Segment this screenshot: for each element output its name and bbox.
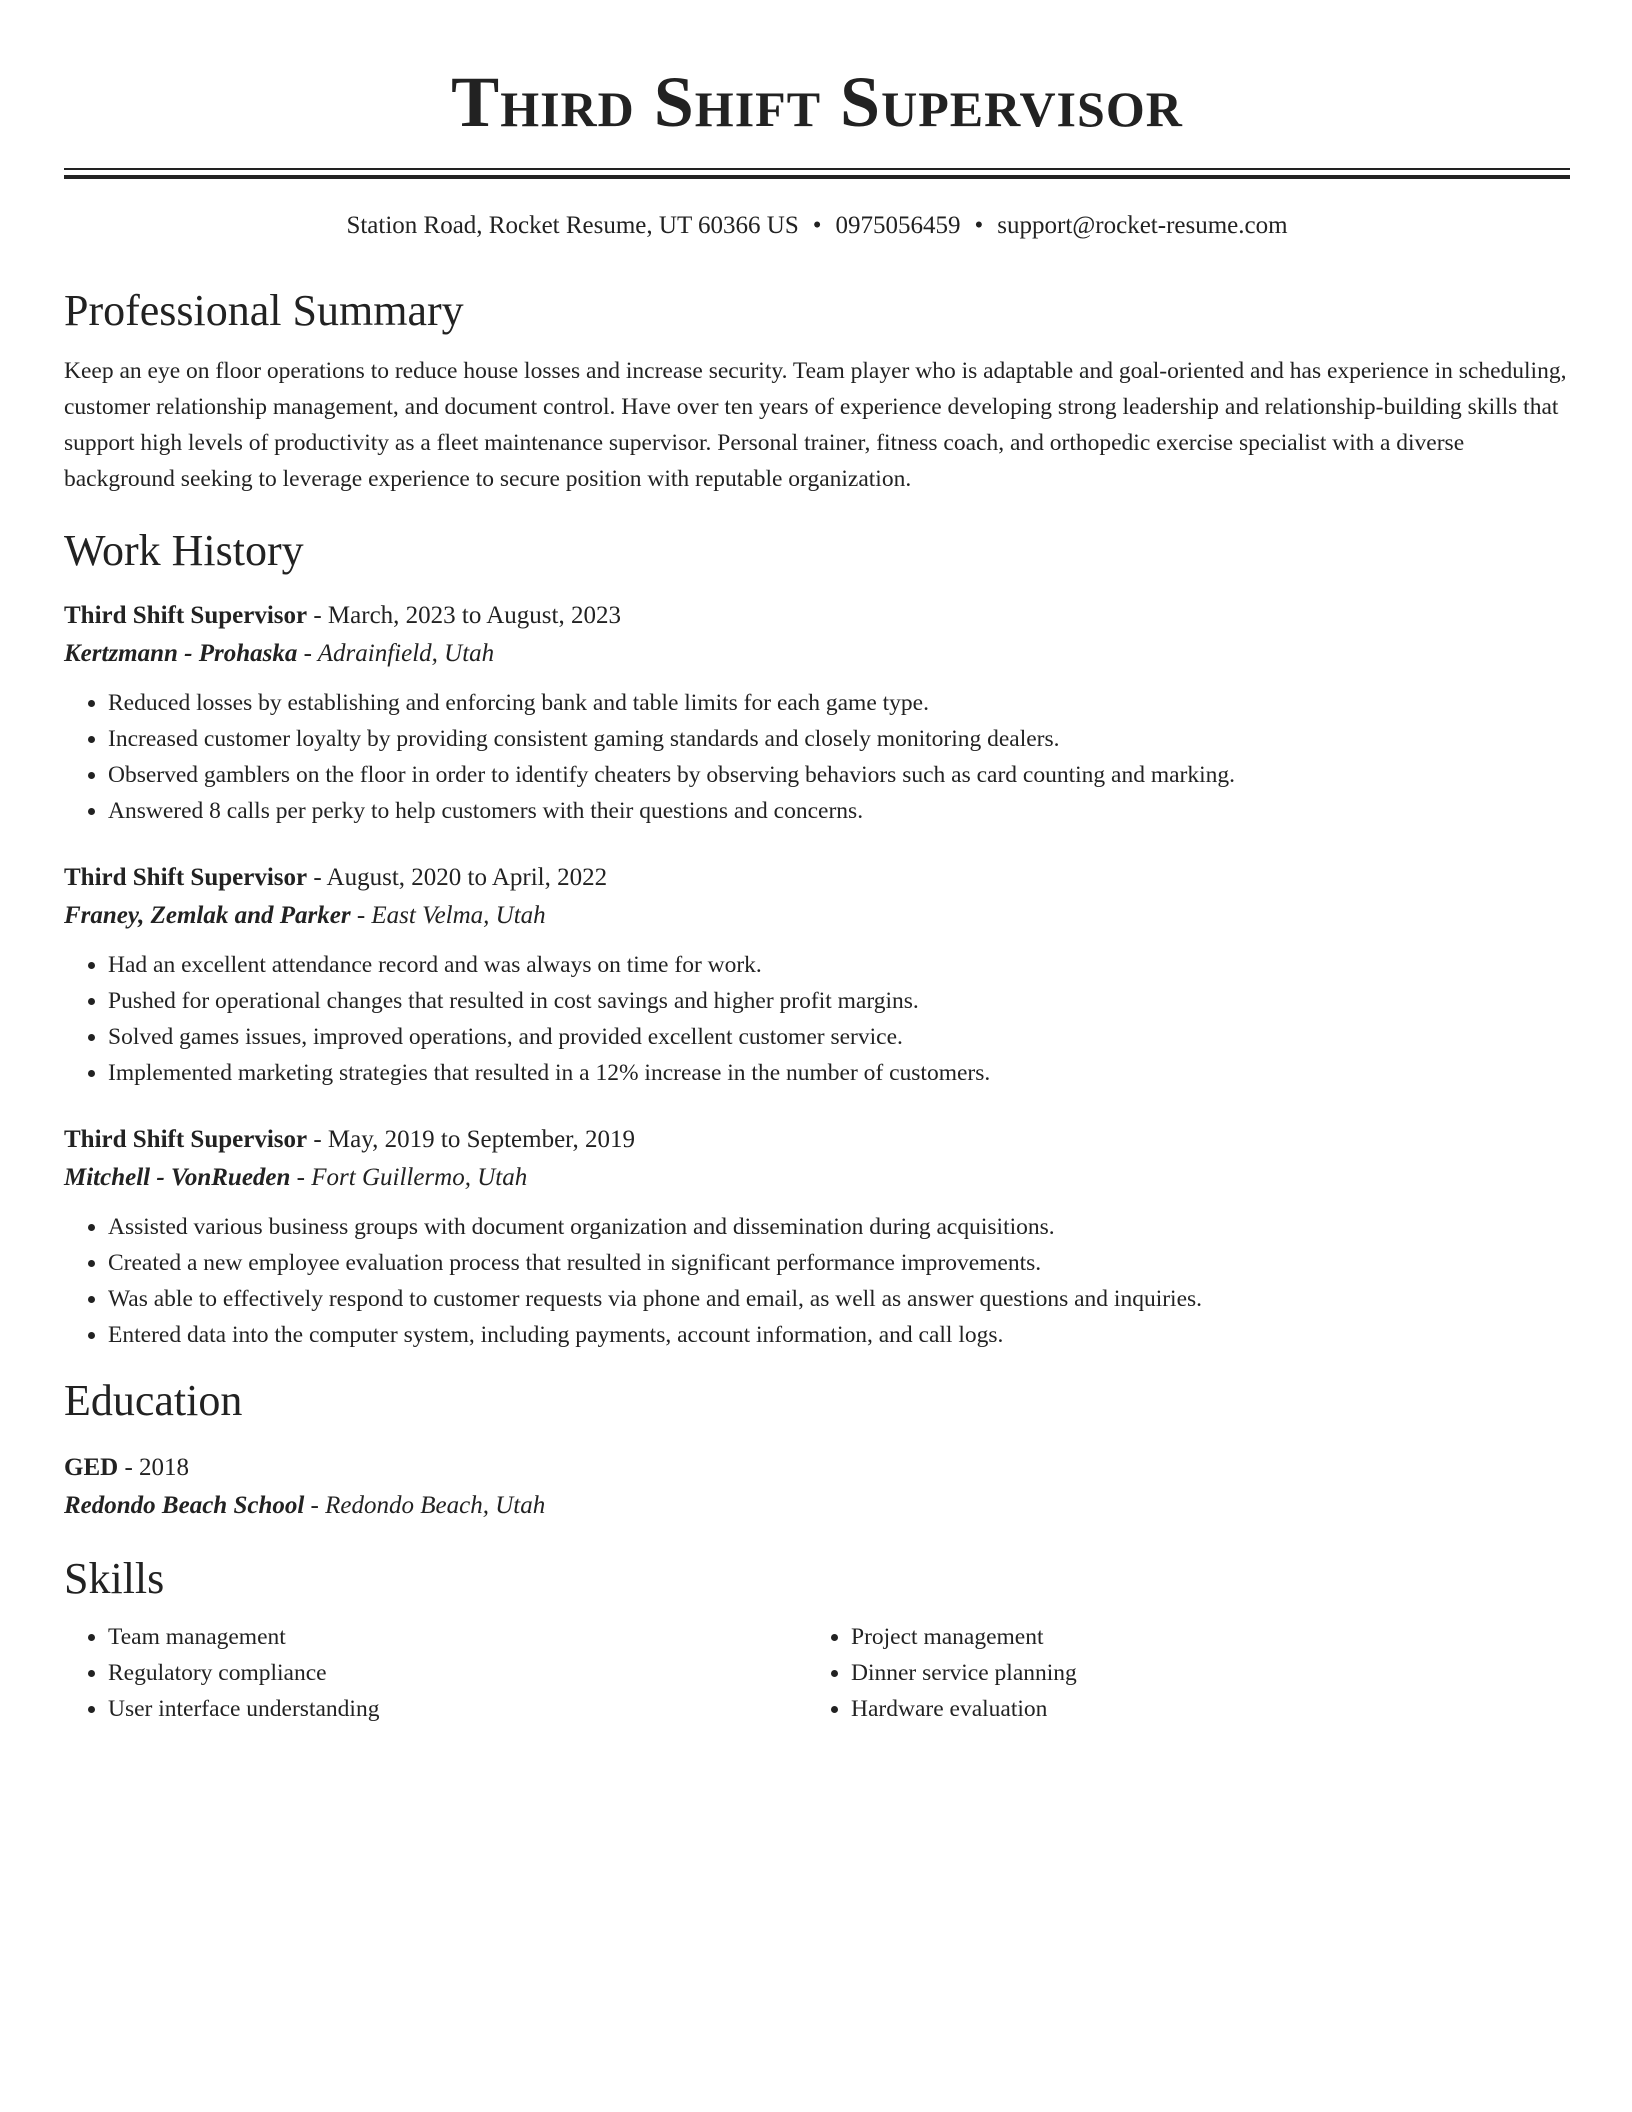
job-title-line — [64, 859, 1570, 897]
contact-phone: 0975056459 — [835, 212, 961, 239]
skills-section — [64, 1553, 1570, 1727]
work-history-section — [64, 525, 1570, 1353]
school-location: - Redondo Beach, Utah — [304, 1492, 546, 1519]
skills-heading: Skills — [64, 1554, 165, 1603]
contact-line — [64, 209, 1570, 243]
degree-line — [64, 1449, 1570, 1487]
job-bullets — [64, 685, 1570, 829]
job-bullet: • Increased customer loyalty by providing consistent gaming standards and closely monitoring dealers. — [108, 721, 1570, 757]
summary-text: Keep an eye on floor operations to reduce house losses and increase security. Team player who is adaptable and goal-oriented and has experience in scheduling, customer relationship management, and document control. Have over ten years of experience developing strong leadership and relationship-building skills that support high levels of productivity as a fleet maintenance supervisor. Personal trainer, fitness coach, and orthopedic exercise specialist with a diverse background seeking to leverage experience to secure position with reputable organization. — [64, 358, 1567, 492]
job-entry — [64, 1121, 1570, 1353]
contact-separator: • — [812, 212, 822, 239]
employer-name: Franey, Zemlak and Parker — [64, 902, 351, 929]
resume-page — [64, 0, 1570, 1727]
school-name: Redondo Beach School — [64, 1492, 305, 1519]
job-title: Third Shift Supervisor — [64, 1126, 308, 1153]
employer-name: Mitchell - VonRueden — [64, 1164, 291, 1191]
employer-location: - East Velma, Utah — [350, 902, 546, 929]
skills-list-left — [64, 1619, 807, 1727]
job-title: Third Shift Supervisor — [64, 864, 308, 891]
job-bullet: • Observed gamblers on the floor in order to identify cheaters by observing behaviors such as card counting and marking. — [108, 757, 1570, 793]
skill-item: • Dinner service planning — [851, 1655, 1550, 1691]
employer-line — [64, 635, 1570, 673]
contact-address: Station Road, Rocket Resume, UT 60366 US — [346, 212, 799, 239]
header-divider — [64, 168, 1570, 179]
job-bullets — [64, 1209, 1570, 1353]
job-bullet: • Assisted various business groups with document organization and dissemination during acquisitions. — [108, 1209, 1570, 1245]
employer-location: - Fort Guillermo, Utah — [290, 1164, 528, 1191]
summary-heading: Professional Summary — [64, 286, 464, 335]
job-bullet: • Created a new employee evaluation process that resulted in significant performance improvements. — [108, 1245, 1570, 1281]
education-section — [64, 1375, 1570, 1525]
job-bullet: • Reduced losses by establishing and enforcing bank and table limits for each game type. — [108, 685, 1570, 721]
employer-line — [64, 1159, 1570, 1197]
job-bullet: • Answered 8 calls per perky to help customers with their questions and concerns. — [108, 793, 1570, 829]
summary-section — [64, 285, 1570, 497]
skills-list-right — [807, 1619, 1550, 1727]
job-entry — [64, 859, 1570, 1091]
degree-year: - 2018 — [118, 1454, 190, 1481]
employer-line — [64, 897, 1570, 935]
contact-email: support@rocket-resume.com — [997, 212, 1288, 239]
job-bullet: • Entered data into the computer system, including payments, account information, and call logs. — [108, 1317, 1570, 1353]
contact-separator: • — [974, 212, 984, 239]
skill-item: • Hardware evaluation — [851, 1691, 1550, 1727]
skill-item: • User interface understanding — [108, 1691, 807, 1727]
job-dates: - August, 2020 to April, 2022 — [307, 864, 608, 891]
job-title-line — [64, 1121, 1570, 1159]
job-bullet: • Had an excellent attendance record and was always on time for work. — [108, 947, 1570, 983]
skill-item: • Team management — [108, 1619, 807, 1655]
job-bullet: • Solved games issues, improved operations, and provided excellent customer service. — [108, 1019, 1570, 1055]
education-heading: Education — [64, 1376, 243, 1425]
employer-name: Kertzmann - Prohaska — [64, 640, 298, 667]
degree-name: GED — [64, 1454, 119, 1481]
job-bullet: • Was able to effectively respond to customer requests via phone and email, as well as answer questions and inquiries. — [108, 1281, 1570, 1317]
job-dates: - May, 2019 to September, 2019 — [307, 1126, 635, 1153]
job-title-line — [64, 597, 1570, 635]
job-bullet: • Pushed for operational changes that resulted in cost savings and higher profit margins. — [108, 983, 1570, 1019]
skill-item: • Project management — [851, 1619, 1550, 1655]
job-entry — [64, 597, 1570, 829]
candidate-name: Third Shift Supervisor — [451, 62, 1183, 142]
education-entry — [64, 1449, 1570, 1525]
work-history-heading: Work History — [64, 526, 304, 575]
skill-item: • Regulatory compliance — [108, 1655, 807, 1691]
job-bullet: • Implemented marketing strategies that resulted in a 12% increase in the number of customers. — [108, 1055, 1570, 1091]
job-bullets — [64, 947, 1570, 1091]
school-line — [64, 1487, 1570, 1525]
employer-location: - Adrainfield, Utah — [297, 640, 495, 667]
job-dates: - March, 2023 to August, 2023 — [307, 602, 621, 629]
skills-columns — [64, 1619, 1570, 1727]
job-title: Third Shift Supervisor — [64, 602, 308, 629]
